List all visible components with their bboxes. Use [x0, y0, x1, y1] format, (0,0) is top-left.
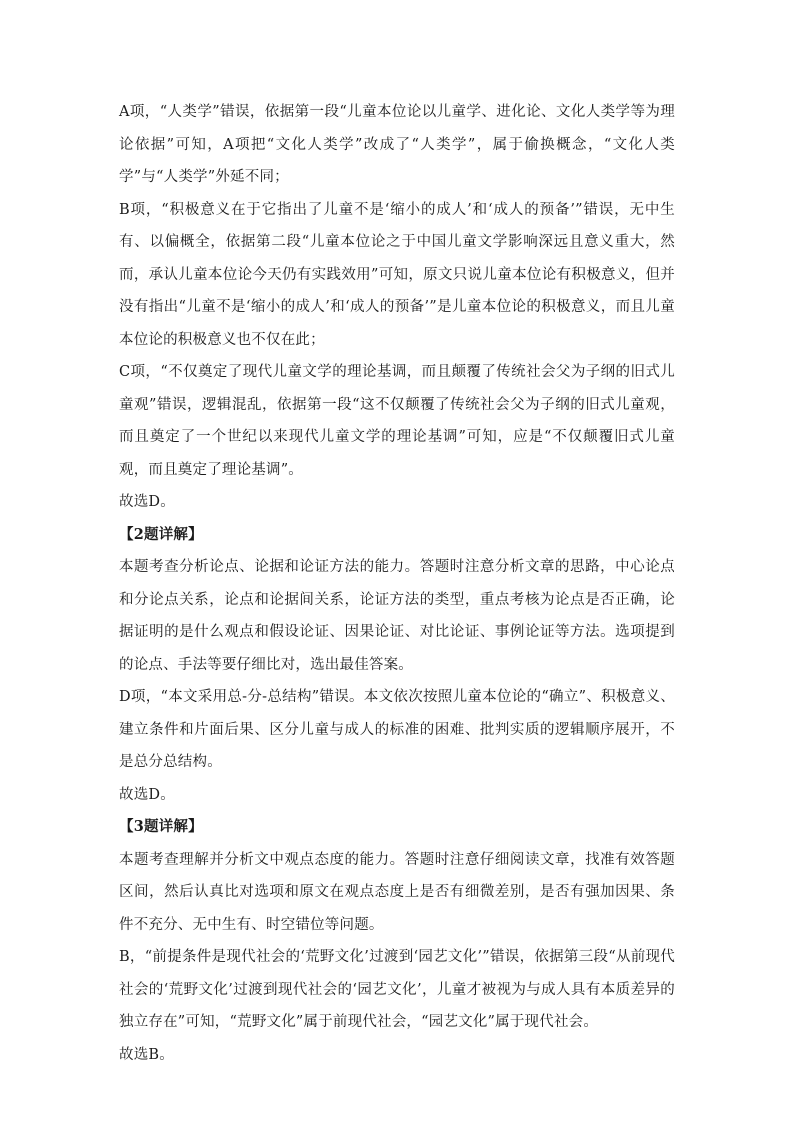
- option-b-analysis-q3: B，“前提条件是现代社会的‘荒野文化’过渡到‘园艺文化’”错误，依据第三段“从前现代社会的‘荒野文化’过渡到现代社会的‘园艺文化’，儿童才被视为与成人具有本质差异的独立存在”可知，“荒野文化”属于前现代社会，“园艺文化”属于现代社会。: [119, 949, 675, 1030]
- answer-q1: 故选D。: [119, 494, 175, 510]
- option-d-analysis-q2: D项，“本文采用总-分-总结构”错误。本文依次按照儿童本位论的“确立”、积极意义、建立条件和片面后果、区分儿童与成人的标准的困难、批判实质的逻辑顺序展开，不是总分总结构。: [119, 689, 675, 770]
- answer-q2: 故选D。: [119, 786, 175, 803]
- document-body: [119, 96, 675, 1071]
- option-a-analysis-q1: A项，“人类学”错误，依据第一段“儿童本位论以儿童学、进化论、文化人类学等为理论依据”可知，A项把“文化人类学”改成了“人类学”，属于偷换概念，“文化人类学”与“人类学”外延不同；: [119, 104, 675, 185]
- option-c-analysis-q1: C项，“不仅奠定了现代儿童文学的理论基调，而且颠覆了传统社会父为子纲的旧式儿童观”错误，逻辑混乱，依据第一段“这不仅颠覆了传统社会父为子纲的旧式儿童观，而且奠定了一个世纪以来现代儿童文学的理论基调”可知，应是“不仅颠覆旧式儿童观，而且奠定了理论基调”。: [119, 364, 675, 478]
- option-b-analysis-q1: B项，“积极意义在于它指出了儿童不是‘缩小的成人’和‘成人的预备’”错误，无中生有、以偏概全，依据第二段“儿童本位论之于中国儿童文学影响深远且意义重大，然而，承认儿童本位论今天仍有实践效用”可知，原文只说儿童本位论有积极意义，但并没有指出“儿童不是‘缩小的成人’和‘成人的预备’”是儿童本位论的积极意义，而且儿童本位论的积极意义也不仅在此；: [119, 201, 675, 348]
- heading-q3: 【3题详解】: [119, 818, 203, 835]
- intro-q3: 本题考查理解并分析文中观点态度的能力。答题时注意仔细阅读文章，找准有效答题区间，然后认真比对选项和原文在观点态度上是否有细微差别，是否有强加因果、条件不充分、无中生有、时空错位等问题。: [119, 851, 675, 933]
- heading-q2: 【2题详解】: [119, 525, 203, 543]
- answer-q3: 故选B。: [119, 1046, 174, 1063]
- intro-q2: 本题考查分析论点、论据和论证方法的能力。答题时注意分析文章的思路，中心论点和分论点关系，论点和论据间关系，论证方法的类型，重点考核为论点是否正确，论据证明的是什么观点和假设论证、因果论证、对比论证、事例论证等方法。选项提到的论点、手法等要仔细比对，选出最佳答案。: [119, 559, 675, 673]
